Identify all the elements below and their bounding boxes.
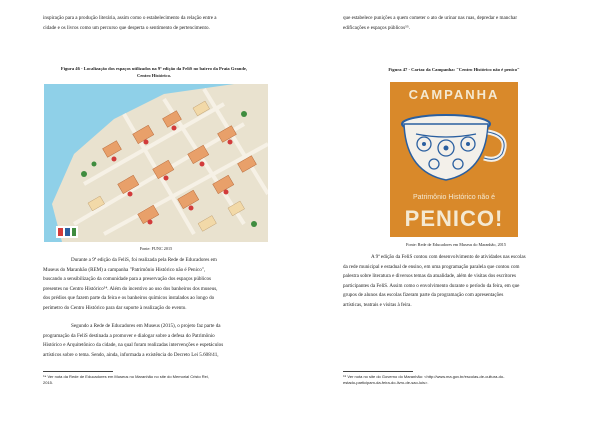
poster-penico-line: PENICO! bbox=[404, 206, 504, 231]
figure-46-caption-line-2: Centro Histórico. bbox=[136, 73, 172, 78]
left-para1-line-1: Durante a 9ª edição da FeliS, foi realizada pela Rede de Educadores em bbox=[71, 257, 217, 263]
left-para1-line-2: Museus do Maranhão (REM) a campanha "Patrimônio Histórico não é Penico", bbox=[43, 266, 206, 273]
figure-47-caption: Figura 47 - Cartaz da Campanha: "Centro Histórico não é penico" bbox=[388, 67, 520, 72]
left-para2-line-1: Segundo a Rede de Educadores em Museus (2015), o projeto faz parte da bbox=[71, 323, 221, 329]
left-para2-line-4: artísticos sobre o tema. Sendo, ainda, informada a existência do Decreto Lei 5.608/41, bbox=[43, 351, 219, 358]
praia-grande-map bbox=[44, 84, 268, 242]
right-para1-line-2: da rede municipal e estadual de ensino, em uma programação paralela que contou com bbox=[343, 263, 520, 270]
footnote-divider bbox=[343, 371, 413, 372]
right-page bbox=[300, 0, 600, 424]
left-para1-line-3: buscando a sensibilização da comunidade para a preservação dos espaços públicos bbox=[43, 276, 212, 282]
left-intro-line-1: inspiração para a produção literária, assim como o estabelecimento da relação entre a bbox=[43, 15, 217, 21]
left-para1-line-6: perímetro do Centro Histórico para dar suporte à realização do evento. bbox=[43, 304, 187, 311]
footnote-54-line-1: ⁵⁴ Ver nota da Rede de Educadores em Museus no Maranhão no site do Memorial Cristo Rei, bbox=[43, 374, 209, 379]
left-intro-line-2: cidade e os livros como um percurso que desperta o sentimento de pertencimento. bbox=[43, 25, 210, 31]
footnote-55-line-2: estado-participam-da-feira-do-livro-de-sao-luis>. bbox=[343, 380, 429, 385]
chamber-pot-illustration bbox=[396, 110, 512, 188]
campaign-poster bbox=[390, 82, 518, 237]
figure-47-source: Fonte: Rede de Educadores em Museus do Maranhão, 2015 bbox=[406, 242, 506, 247]
poster-campaign-title: CAMPANHA bbox=[408, 87, 500, 102]
figure-46-source: Fonte: FUNC 2015 bbox=[139, 246, 173, 251]
left-para2-line-3: Histórico e Arquitetônico da cidade, na qual foram realizadas intervenções e espetáculos bbox=[43, 342, 224, 348]
right-para1-line-5: grupos de alunos das escolas fizeram parte da programação com apresentações bbox=[343, 292, 504, 298]
footnote-divider bbox=[43, 371, 113, 372]
right-intro-line-1: que estabelece punições a quem cometer o ato de urinar nas ruas, depredar e manchar bbox=[343, 15, 518, 21]
right-para1-line-6: artísticas, teatrais e visitas à feira. bbox=[343, 301, 412, 308]
figure-46-caption-line-1: Figura 46 - Localização dos espaços utilizados na 9ª edição da FeliS no bairro da Praia Grande, bbox=[60, 66, 248, 71]
right-para1-line-3: palestra sobre literatura e diversos temas da atualidade, além de visitas dos escritores bbox=[343, 273, 516, 279]
right-para1-line-1: A 9ª edição da FeliS contou com desenvolvimento de atividades nas escolas bbox=[371, 254, 526, 260]
right-intro-line-2: edificações e espaços públicos⁵⁵. bbox=[343, 25, 410, 31]
left-para2-line-2: programação da FeliS destinada a promover e dialogar sobre a defesa do Patrimônio bbox=[43, 332, 215, 339]
footnote-54-line-2: 2015. bbox=[43, 380, 54, 385]
left-para1-line-4: presentes no Centro Histórico⁵⁴. Além do incentivo ao uso dos banheiros dos museus, bbox=[43, 285, 218, 292]
footnote-55-line-1: ⁵⁵ Ver nota no site do Governo do Maranhão: <http://www.ma.gov.br/escolas-de-cultura-do- bbox=[343, 374, 505, 379]
left-para1-line-5: dos prédios que fazem parte da feira e os banheiros químicos instalados ao longo do bbox=[43, 295, 215, 301]
right-para1-line-4: participantes da FeliS. Assim como o envolvimento durante o período da feira, em que bbox=[343, 282, 520, 289]
poster-heritage-line: Patrimônio Histórico não é bbox=[412, 194, 496, 201]
